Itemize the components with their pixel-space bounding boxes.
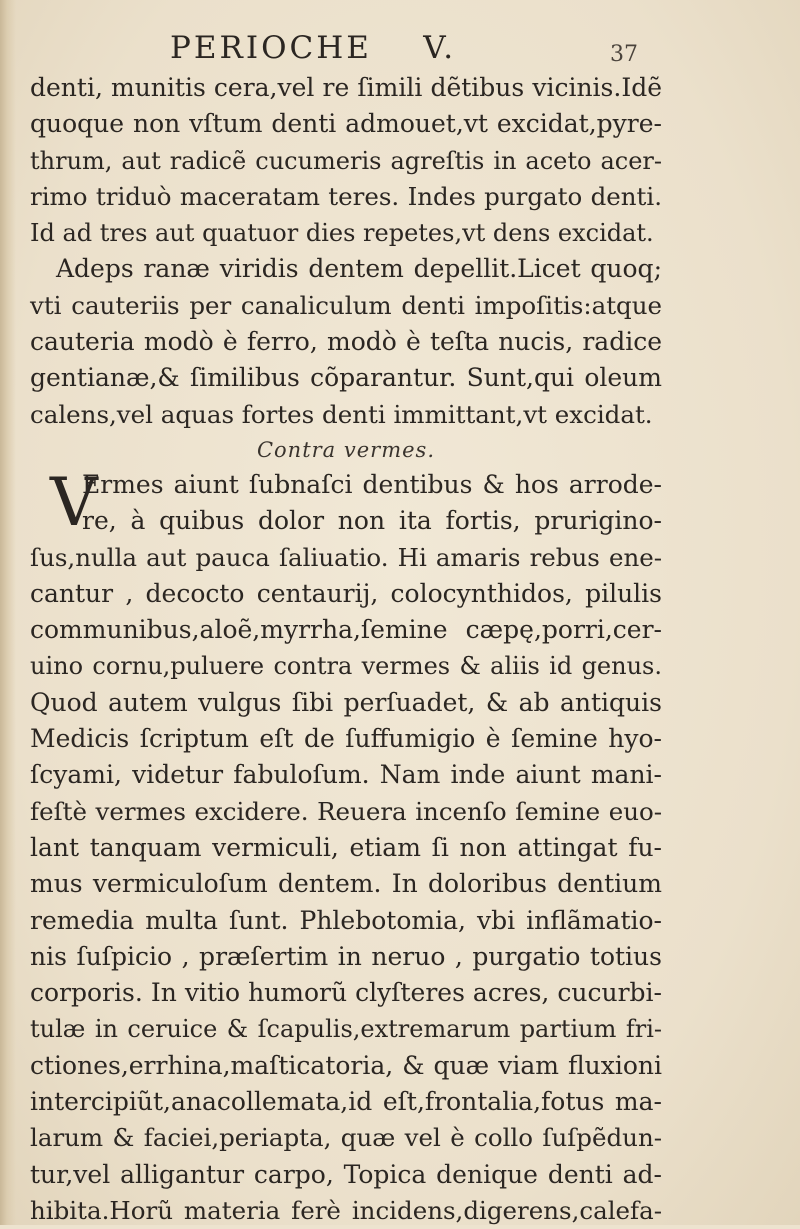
text-line: lant tanquam vermiculi, etiam ſi non attingat fu- <box>30 832 662 862</box>
text-line: Ermes aiunt ſubnaſci dentibus & hos arrode- <box>82 469 662 499</box>
text-line: larum & faciei,periapta, quæ vel è collo ſuſpẽdun- <box>30 1123 662 1153</box>
text-line: cauteria modò è ferro, modò è teſta nucis, radice <box>30 327 662 357</box>
text-line: ſus,nulla aut pauca ſaliuatio. Hi amaris rebus ene- <box>30 542 662 572</box>
paragraph <box>30 251 662 432</box>
text-line: Medicis ſcriptum eſt de ſuffumigio è ſemine hyo- <box>30 724 662 754</box>
text-line: rimo triduò maceratam teres. Indes purgato denti. <box>30 181 662 211</box>
section-heading: Contra vermes. <box>256 437 436 462</box>
text-line: uino cornu,puluere contra vermes & aliis id genus. <box>30 652 662 681</box>
text-line: remedia multa ſunt. Phlebotomia, vbi inflãmatio- <box>30 905 662 935</box>
text-line: nis ſuſpicio , præſertim in neruo , purgatio totius <box>30 941 662 971</box>
text-line: ſcyami, videtur fabuloſum. Nam inde aiunt mani- <box>30 760 662 790</box>
text-line: communibus,aloẽ,myrrha,ſemine cæpę,porri,cer- <box>30 615 662 645</box>
binding-shadow <box>0 0 16 1225</box>
text-line: hibita.Horũ materia ferè incidens,digerens,calefa- <box>30 1195 662 1225</box>
text-line: ctiones,errhina,maſticatoria, & quæ viam fluxioni <box>30 1050 662 1080</box>
text-line: Quod autem vulgus ſibi perſuadet, & ab antiquis <box>30 687 662 717</box>
text-line: thrum, aut radicẽ cucumeris agreſtis in aceto acer- <box>30 146 662 175</box>
text-line: vti cauteriis per canaliculum denti impoſitis:atque <box>30 290 662 320</box>
text-line: mus vermiculoſum dentem. In doloribus dentium <box>30 869 662 899</box>
text-line: tulæ in ceruice & ſcapulis,extremarum partium fri- <box>30 1015 662 1044</box>
text-line: Adeps ranæ viridis dentem depellit.Licet quoq; <box>56 254 662 284</box>
body-text <box>30 70 662 1229</box>
page-number: 37 <box>610 42 638 67</box>
text-line: corporis. In vitio humorũ clyſteres acres, cucurbi- <box>30 978 662 1008</box>
paragraph <box>30 70 662 251</box>
running-title: PERIOCHE V. <box>170 30 457 66</box>
text-line: re, à quibus dolor non ita fortis, prurigino- <box>82 506 662 536</box>
paragraph <box>30 463 662 1229</box>
running-head <box>0 30 800 70</box>
text-line: quoque non vſtum denti admouet,vt excidat,pyre- <box>30 109 662 139</box>
text-line: intercipiũt,anacollemata,id eſt,frontalia,fotus ma- <box>30 1087 662 1117</box>
text-line: calens,vel aquas fortes denti immittant,vt excidat. <box>30 399 653 429</box>
text-line: denti, munitis cera,vel re ſimili dẽtibus vicinis.Idẽ <box>30 73 662 102</box>
text-line: cantur , decocto centaurij, colocynthidos, pilulis <box>30 578 662 608</box>
text-line: Id ad tres aut quatuor dies repetes,vt dens excidat. <box>30 219 654 248</box>
drop-cap: V <box>50 463 98 541</box>
text-line: tur,vel alligantur carpo, Topica denique denti ad- <box>30 1159 662 1189</box>
text-line: gentianæ,& ſimilibus cõparantur. Sunt,qui oleum <box>30 363 662 393</box>
text-line: feſtè vermes excidere. Reuera incenſo ſemine euo- <box>30 796 662 826</box>
